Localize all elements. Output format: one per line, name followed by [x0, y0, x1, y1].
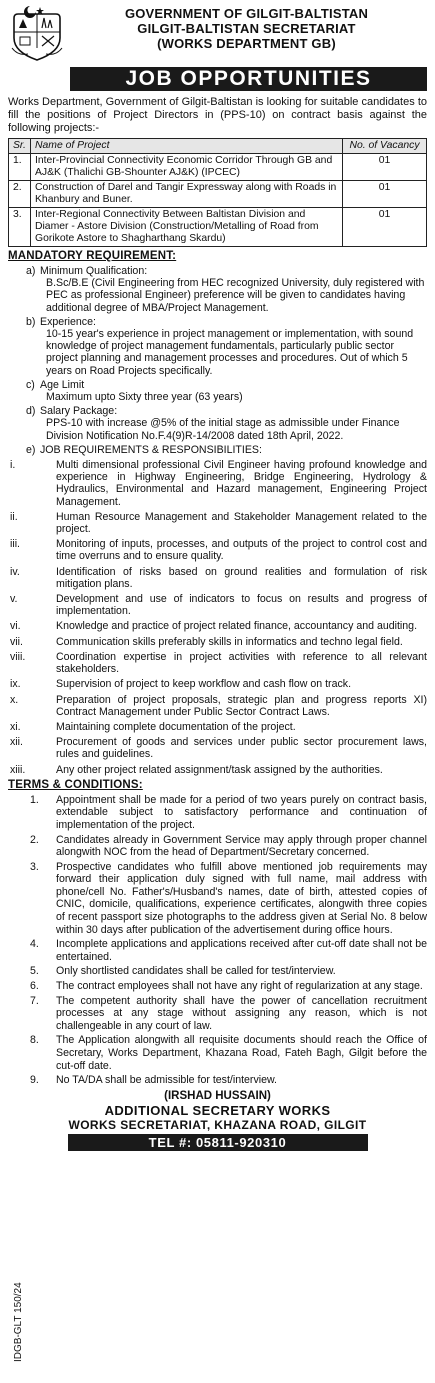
list-item: [8, 721, 427, 733]
item-number: 2.: [30, 833, 39, 846]
item-text: The competent authority shall have the power of cancellation recruitment processes at any stage without assigning any reason, which is not challengeable in any court of law.: [56, 994, 427, 1032]
item-text: Supervision of project to keep workflow and cash flow on track.: [56, 678, 352, 691]
cell-sr: 2.: [9, 181, 31, 208]
item-number: v.: [10, 593, 18, 606]
signatory-designation: ADDITIONAL SECRETARY WORKS: [104, 1102, 331, 1118]
item-number: vi.: [10, 620, 21, 633]
cell-project-name: Inter-Provincial Connectivity Economic Corridor Through GB and AJ&K (Thalichi GB-Shounter AJ&K) (IPCEC): [31, 154, 343, 181]
cell-project-name: Inter-Regional Connectivity Between Baltistan Division and Diamer - Astore Division (Construction/Metalling of Road from Gorikote Astore to Shagharthang Skardu): [31, 208, 343, 247]
header-line-3: (WORKS DEPARTMENT GB): [157, 36, 336, 51]
item-number: xi.: [10, 720, 21, 733]
item-number: xiii.: [10, 763, 26, 776]
item-text: Preparation of project proposals, strategic plan and progress reports XI) Contract Management under Public Sector Contract Laws.: [56, 693, 427, 718]
item-number: 6.: [30, 980, 39, 993]
item-number: 5.: [30, 965, 39, 978]
item-text: Coordination expertise in project activities with reference to all relevant stakeholders.: [56, 650, 427, 676]
item-text: Knowledge and practice of project related finance, accountancy and auditing.: [56, 620, 418, 633]
terms-list: [8, 794, 427, 1087]
col-header-vacancy: No. of Vacancy: [343, 139, 427, 154]
item-number: vii.: [10, 635, 23, 648]
item-number: 8.: [30, 1034, 39, 1047]
item-text: Appointment shall be made for a period of two years purely on contract basis, extendable subject to satisfactory performance and continuation of implementation of the project.: [56, 793, 427, 831]
header-lines: [66, 6, 427, 51]
item-number: 4.: [30, 938, 39, 951]
list-item: [8, 379, 427, 403]
item-number: iv.: [10, 565, 20, 578]
item-text: Monitoring of inputs, processes, and outputs of the project to control cost and time overruns and to ensure quality.: [56, 538, 427, 563]
col-header-name: Name of Project: [31, 139, 343, 154]
table-row: [9, 181, 427, 208]
item-number: 3.: [30, 860, 39, 873]
requirements-list: [8, 265, 427, 456]
cell-vacancy: 01: [343, 181, 427, 208]
item-number: 9.: [30, 1074, 39, 1087]
list-item: [8, 861, 427, 937]
item-text: Maintaining complete documentation of the project.: [56, 720, 296, 733]
header: [8, 4, 427, 90]
item-text: The Application alongwith all requisite documents should reach the Office of Secretary, Works Department, Khazana Road, Fateh Bagh, Gilgit before the cut-off date.: [56, 1034, 427, 1072]
list-item: [8, 995, 427, 1033]
list-item: [8, 538, 427, 562]
list-item: [8, 938, 427, 963]
item-text: The contract employees shall not have any right of regularization at any stage.: [56, 980, 423, 993]
terms-conditions-heading: TERMS & CONDITIONS:: [8, 778, 143, 791]
item-text: B.Sc/B.E (Civil Engineering from HEC recognized University, duly registered with PEC as professional Engineer) preference will be given to candidates having additional degree of MBA/Project Management.: [46, 277, 425, 314]
item-text: Communication skills preferably skills in informatics and techno legal field.: [56, 635, 403, 648]
signatory-name: (IRSHAD HUSSAIN): [164, 1089, 271, 1102]
table-row: [9, 208, 427, 247]
list-item: [8, 636, 427, 648]
item-text: 10-15 year's experience in project management or implementation, with sound knowledge of project management fundamentals, particularly public sector project planning and management processes and procedures. Out of which 5 years on Road Projects specifically.: [46, 328, 414, 377]
cell-project-name: Construction of Darel and Tangir Expressway along with Roads in Khanbury and Buner.: [31, 181, 343, 208]
item-label: Experience:: [40, 315, 96, 328]
list-item: [8, 1074, 427, 1087]
intro-paragraph: Works Department, Government of Gilgit-Baltistan is looking for suitable candidates to fill the positions of Project Directors in (PPS-10) on contract basis against the following projects:-: [8, 96, 427, 134]
item-text: Maximum upto Sixty three year (63 years): [46, 391, 243, 404]
item-label: Salary Package:: [40, 405, 118, 418]
mandatory-requirement-heading: MANDATORY REQUIREMENT:: [8, 250, 177, 262]
item-text: Only shortlisted candidates shall be called for test/interview.: [56, 965, 336, 978]
item-marker: e): [26, 443, 36, 456]
job-opportunities-banner: JOB OPPORTUNITIES: [70, 67, 427, 91]
list-item: [8, 405, 427, 442]
cell-sr: 3.: [9, 208, 31, 247]
item-label: JOB REQUIREMENTS & RESPONSIBILITIES:: [40, 443, 262, 456]
list-item: [8, 1034, 427, 1072]
projects-table: [8, 138, 427, 247]
list-item: [8, 678, 427, 690]
list-item: [8, 694, 427, 718]
item-marker: a): [26, 265, 36, 277]
list-item: [8, 834, 427, 859]
item-marker: c): [26, 378, 35, 391]
list-item: [8, 794, 427, 832]
col-header-sr: Sr.: [9, 139, 31, 154]
signature-block: [8, 1090, 427, 1132]
item-text: Prospective candidates who fulfill above mentioned job requirements may forward their application duly signed with full name, mail address with phone/cell No. Father's/Husband's names, date of birth, attested copies of CNIC, domicile, qualifications, experience certificates, alongwith three copies of recent passport size photographs to the address given at Serial No. 8 below within 30 days after publication of the advertisement during office hours.: [56, 860, 427, 936]
item-text: Incomplete applications and applications received after cut-off date shall not be entertained.: [56, 938, 427, 963]
item-text: No TA/DA shall be admissible for test/interview.: [56, 1074, 277, 1087]
list-item: [8, 566, 427, 590]
list-item: [8, 459, 427, 508]
item-text: Development and use of indicators to focus on results and progress of implementation.: [56, 593, 427, 618]
list-item: [8, 736, 427, 760]
item-number: iii.: [10, 538, 21, 551]
list-item: [8, 620, 427, 632]
list-item: [8, 511, 427, 535]
header-line-2: GILGIT-BALTISTAN SECRETARIAT: [137, 21, 356, 36]
table-header-row: [9, 139, 427, 154]
item-label: Minimum Qualification:: [40, 265, 148, 277]
item-text: Candidates already in Government Service may apply through proper channel alongwith NOC from the head of Department/Secretary concerned.: [56, 833, 427, 859]
list-item: [8, 764, 427, 776]
item-marker: d): [26, 405, 36, 418]
office-address: WORKS SECRETARIAT, KHAZANA ROAD, GILGIT: [68, 1117, 367, 1132]
table-row: [9, 154, 427, 181]
header-line-1: GOVERNMENT OF GILGIT-BALTISTAN: [124, 6, 369, 21]
item-number: x.: [10, 693, 19, 706]
gilgit-baltistan-emblem-icon: [8, 4, 66, 62]
item-number: 7.: [30, 994, 39, 1007]
list-item: [8, 651, 427, 675]
item-marker: b): [26, 315, 36, 328]
item-text: Human Resource Management and Stakeholder Management related to the project.: [56, 510, 427, 536]
telephone-banner: TEL #: 05811-920310: [68, 1134, 368, 1151]
list-item: [8, 316, 427, 377]
cell-vacancy: 01: [343, 208, 427, 247]
side-reference-code: [1, 1262, 24, 1362]
item-number: ix.: [10, 678, 21, 691]
item-text: Any other project related assignment/task assigned by the authorities.: [56, 763, 383, 776]
list-item: [8, 965, 427, 978]
item-label: Age Limit: [40, 378, 85, 391]
list-item: [8, 265, 427, 314]
item-number: 1.: [30, 793, 39, 806]
item-number: xii.: [10, 736, 23, 749]
item-text: Procurement of goods and services under public sector procurement laws, rules and guidelines.: [56, 736, 427, 761]
list-item: [8, 593, 427, 617]
cell-sr: 1.: [9, 154, 31, 181]
list-item: [8, 444, 427, 456]
item-text: Multi dimensional professional Civil Engineer having profound knowledge and experience in Highway Engineering, Bridge Engineering, Hydrology & Hydraulics, Environmental and Hazard management, Engineering Project Management.: [56, 459, 427, 508]
item-number: viii.: [10, 650, 26, 663]
item-text: Identification of risks based on ground realities and formulation of risk mitigation plans.: [56, 565, 427, 590]
item-number: i.: [10, 459, 16, 472]
cell-vacancy: 01: [343, 154, 427, 181]
list-item: [8, 980, 427, 993]
responsibilities-list: [8, 459, 427, 776]
item-number: ii.: [10, 510, 18, 523]
item-text: PPS-10 with increase @5% of the initial stage as admissible under Finance Division Notification No.F.4(9)R-14/2008 dated 18th April, 2022.: [46, 417, 400, 442]
side-code-text: IDGB-GLT 150/24: [13, 1282, 24, 1362]
